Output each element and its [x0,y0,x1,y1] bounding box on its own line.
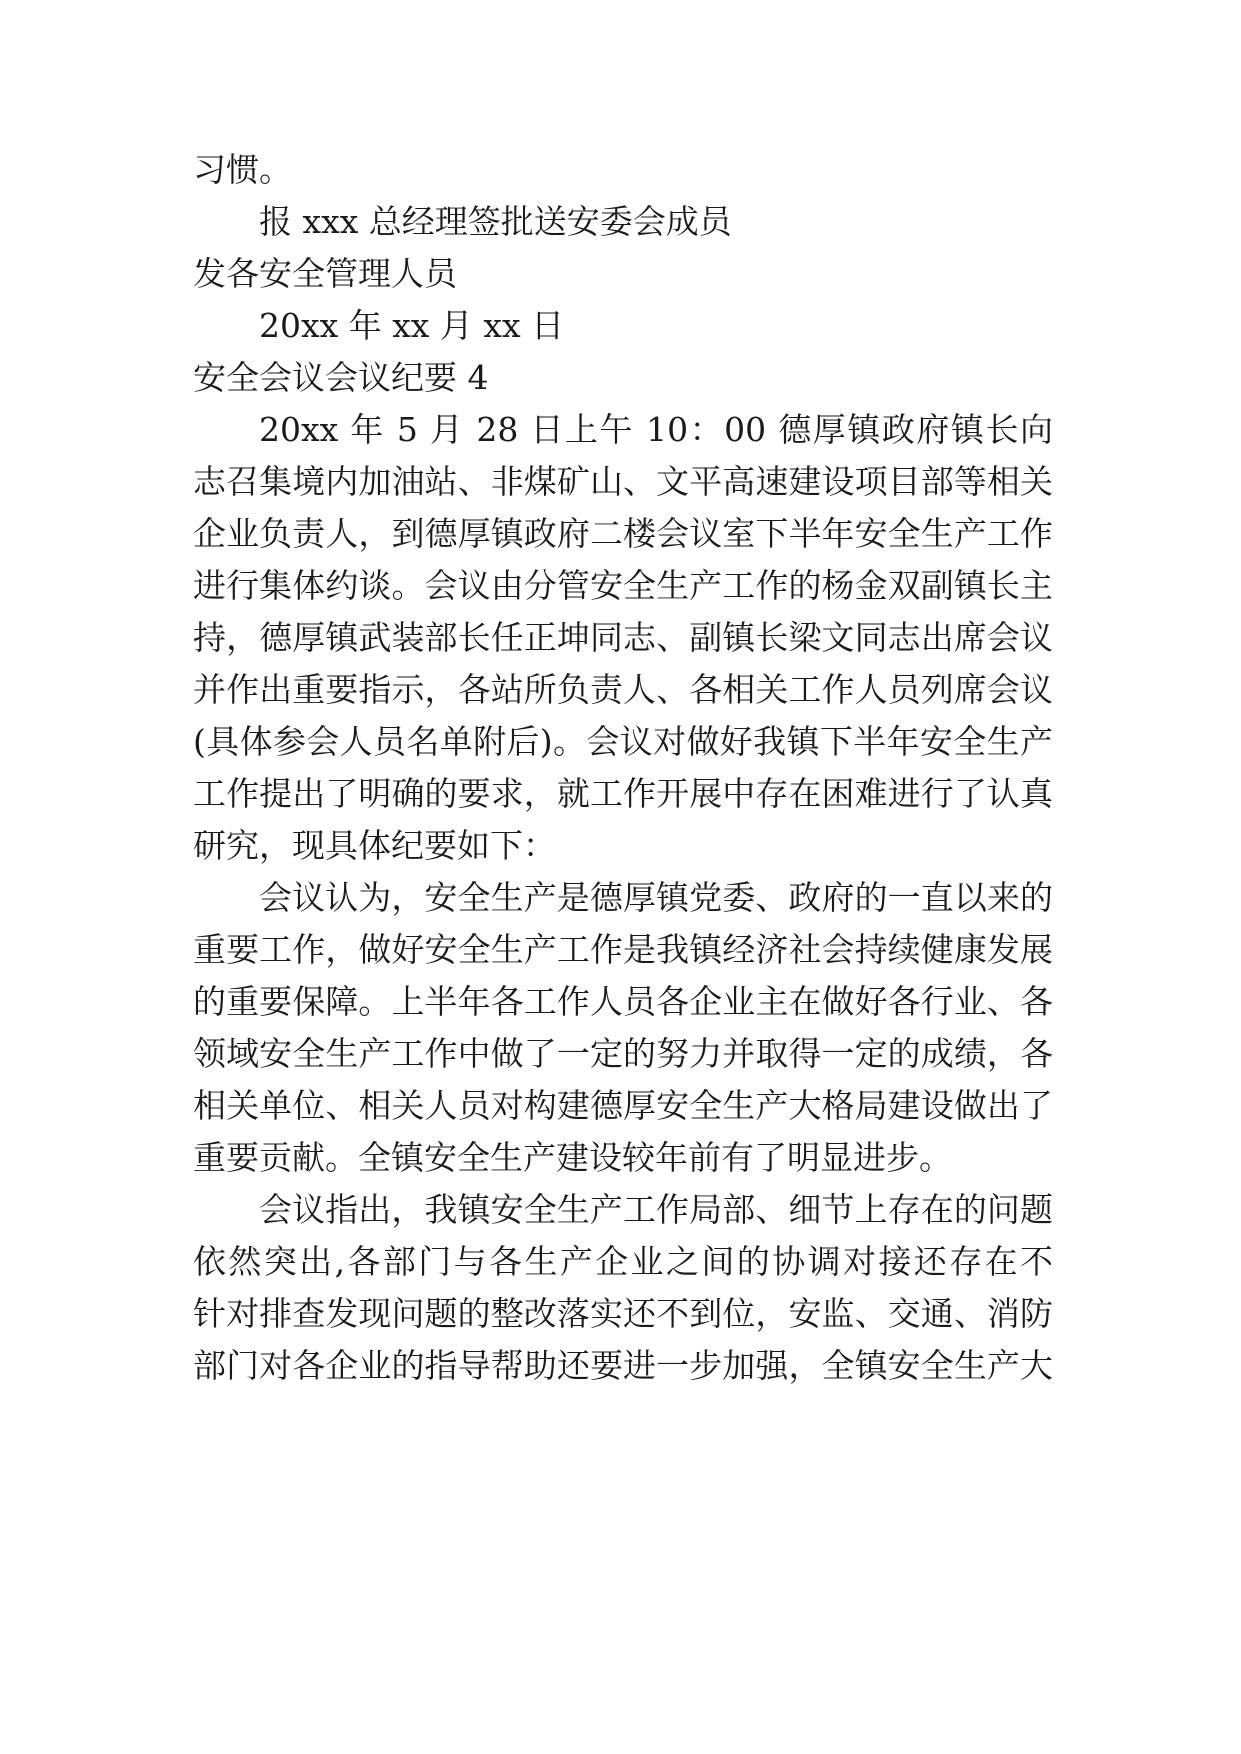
text-line: 的重要保障。上半年各工作人员各企业主在做好各行业、各 [193,982,1053,1021]
text-line: 20xx 年 xx 月 xx 日 [259,306,565,345]
text-line: 会议认为，安全生产是德厚镇党委、政府的一直以来的 [259,878,1053,917]
text-line: 会议指出，我镇安全生产工作局部、细节上存在的问题 [259,1190,1053,1229]
text-line: 工作提出了明确的要求，就工作开展中存在困难进行了认真 [193,774,1053,813]
text-line: 重要贡献。全镇安全生产建设较年前有了明显进步。 [193,1138,952,1177]
text-line: 重要工作，做好安全生产工作是我镇经济社会持续健康发展 [193,930,1053,969]
section-heading: 安全会议会议纪要 4 [193,358,489,397]
text-line: 持，德厚镇武装部长任正坤同志、副镇长梁文同志出席会议 [193,618,1053,657]
text-line: 进行集体约谈。会议由分管安全生产工作的杨金双副镇长主 [193,566,1053,605]
text-line: 报 xxx 总经理签批送安委会成员 [259,202,732,241]
text-line: 领域安全生产工作中做了一定的努力并取得一定的成绩，各 [193,1034,1053,1073]
text-line: 发各安全管理人员 [193,254,457,293]
text-line: 20xx 年 5 月 28 日上午 10：00 德厚镇政府镇长向 [259,410,1053,449]
text-line: 并作出重要指示，各站所负责人、各相关工作人员列席会议 [193,670,1053,709]
text-line: (具体参会人员名单附后)。会议对做好我镇下半年安全生产 [193,722,1053,761]
text-line: 相关单位、相关人员对构建德厚安全生产大格局建设做出了 [193,1086,1053,1125]
text-line: 志召集境内加油站、非煤矿山、文平高速建设项目部等相关 [193,462,1053,501]
text-line: 企业负责人，到德厚镇政府二楼会议室下半年安全生产工作 [193,514,1053,553]
text-line: 习惯。 [193,150,292,189]
text-line: 部门对各企业的指导帮助还要进一步加强，全镇安全生产大 [193,1346,1053,1385]
text-line: 依然突出,各部门与各生产企业之间的协调对接还存在不 [193,1242,1053,1281]
text-line: 研究，现具体纪要如下： [193,826,556,865]
text-line: 针对排查发现问题的整改落实还不到位，安监、交通、消防 [193,1294,1053,1333]
